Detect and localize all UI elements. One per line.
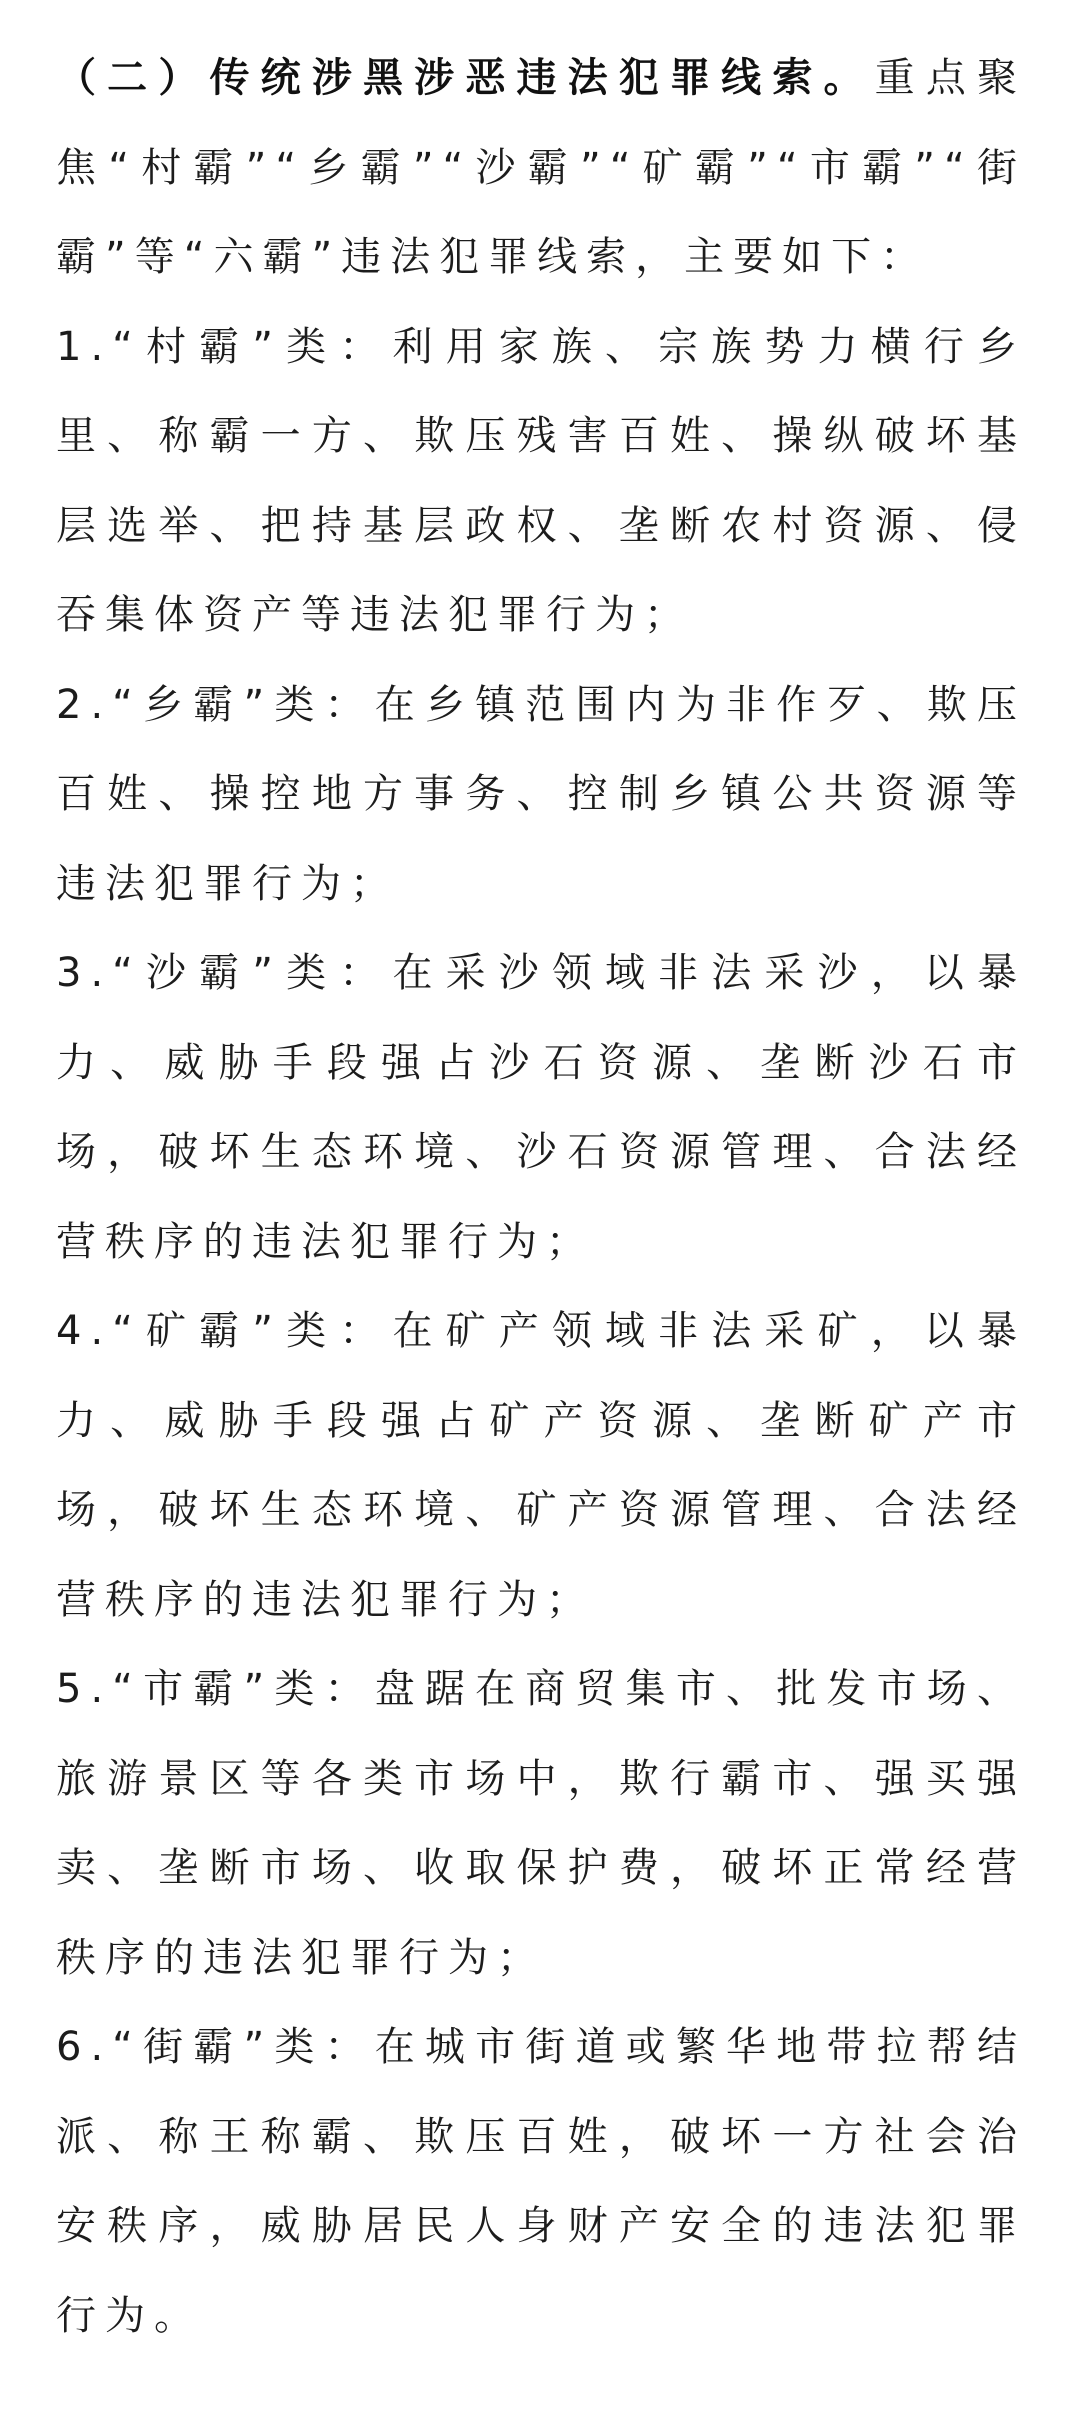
- list-item-shaba: 3.“沙霸”类：在采沙领域非法采沙，以暴力、威胁手段强占沙石资源、垄断沙石市场，破坏生态环境、沙石资源管理、合法经营秩序的违法犯罪行为；: [56, 950, 1026, 1265]
- intro-text: 重点聚焦“村霸”“乡霸”“沙霸”“矿霸”“市霸”“街霸”等“六霸”违法犯罪线索，主要如下：: [56, 55, 1027, 280]
- section-heading: （二）传统涉黑涉恶违法犯罪线索。: [56, 55, 875, 101]
- list-item-cunba: 1.“村霸”类：利用家族、宗族势力横行乡里、称霸一方、欺压残害百姓、操纵破坏基层选举、把持基层政权、垄断农村资源、侵吞集体资产等违法犯罪行为；: [56, 323, 1026, 638]
- intro-paragraph: [56, 34, 1026, 303]
- list-item-jieba: 6.“街霸”类：在城市街道或繁华地带拉帮结派、称王称霸、欺压百姓，破坏一方社会治安秩序，威胁居民人身财产安全的违法犯罪行为。: [56, 2024, 1026, 2339]
- list-item-xiangba: 2.“乡霸”类：在乡镇范围内为非作歹、欺压百姓、操控地方事务、控制乡镇公共资源等违法犯罪行为；: [56, 681, 1026, 907]
- list-item-kuangba: 4.“矿霸”类：在矿产领域非法采矿，以暴力、威胁手段强占矿产资源、垄断矿产市场，破坏生态环境、矿产资源管理、合法经营秩序的违法犯罪行为；: [56, 1308, 1026, 1623]
- article-body: [56, 34, 1026, 2361]
- list-item-shiba: 5.“市霸”类：盘踞在商贸集市、批发市场、旅游景区等各类市场中，欺行霸市、强买强卖、垄断市场、收取保护费，破坏正常经营秩序的违法犯罪行为；: [56, 1666, 1026, 1981]
